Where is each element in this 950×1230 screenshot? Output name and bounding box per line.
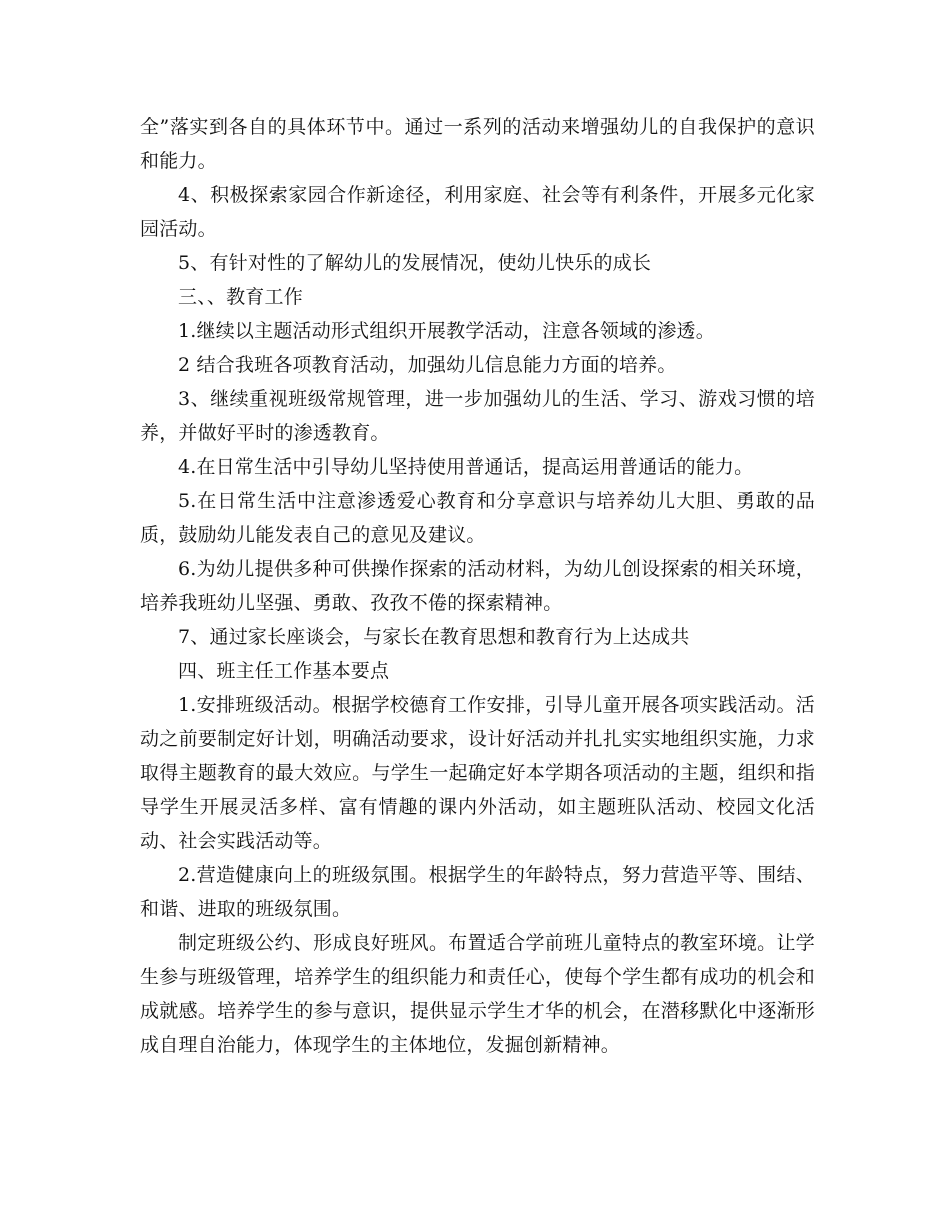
paragraph-teacher-item-2: 2.营造健康向上的班级氛围。根据学生的年龄特点，努力营造平等、围结、和谐、进取的班级氛围。 [140,864,815,920]
paragraph-education-item-7: 7、通过家长座谈会，与家长在教育思想和教育行为上达成共 [178,626,690,648]
paragraph-education-item-3: 3、继续重视班级常规管理，进一步加强幼儿的生活、学习、游戏习惯的培养，并做好平时的渗透教育。 [140,388,815,444]
paragraph-item-4-home-cooperation: 4、积极探索家园合作新途径，利用家庭、社会等有利条件，开展多元化家园活动。 [140,184,815,240]
section-heading-education-work: 三、、教育工作 [178,286,303,308]
paragraph-education-item-1: 1.继续以主题活动形式组织开展教学活动，注意各领域的渗透。 [178,320,715,342]
paragraph-education-item-6: 6.为幼儿提供多种可供操作探索的活动材料，为幼儿创设探索的相关环境，培养我班幼儿坚强、勇敢、孜孜不倦的探索精神。 [140,558,815,614]
paragraph-teacher-item-1: 1.安排班级活动。根据学校德育工作安排，引导儿童开展各项实践活动。活动之前要制定好计划，明确活动要求，设计好活动并扎扎实实地组织实施，力求取得主题教育的最大效应。与学生一起确定好本学期各项活动的主题，组织和指导学生开展灵活多样、富有情趣的课内外活动，如主题班队活动、校园文化活动、社会实践活动等。 [140,694,815,852]
paragraph-education-item-4: 4.在日常生活中引导幼儿坚持使用普通话，提高运用普通话的能力。 [178,456,754,478]
document-page [140,110,815,1062]
paragraph-education-item-5: 5.在日常生活中注意渗透爱心教育和分享意识与培养幼儿大胆、勇敢的品质，鼓励幼儿能发表自己的意见及建议。 [140,490,815,546]
paragraph-item-5-development: 5、有针对性的了解幼儿的发展情况，使幼儿快乐的成长 [178,252,652,274]
section-heading-class-teacher: 四、班主任工作基本要点 [178,660,390,682]
paragraph-education-item-2: 2 结合我班各项教育活动，加强幼儿信息能力方面的培养。 [178,354,677,376]
paragraph-continuation: 全”落实到各自的具体环节中。通过一系列的活动来增强幼儿的自我保护的意识和能力。 [140,116,815,172]
paragraph-class-convention: 制定班级公约、形成良好班风。布置适合学前班儿童特点的教室环境。让学生参与班级管理，培养学生的组织能力和责任心，使每个学生都有成功的机会和成就感。培养学生的参与意识，提供显示学生才华的机会，在潜移默化中逐渐形成自理自治能力，体现学生的主体地位，发掘创新精神。 [140,932,815,1056]
